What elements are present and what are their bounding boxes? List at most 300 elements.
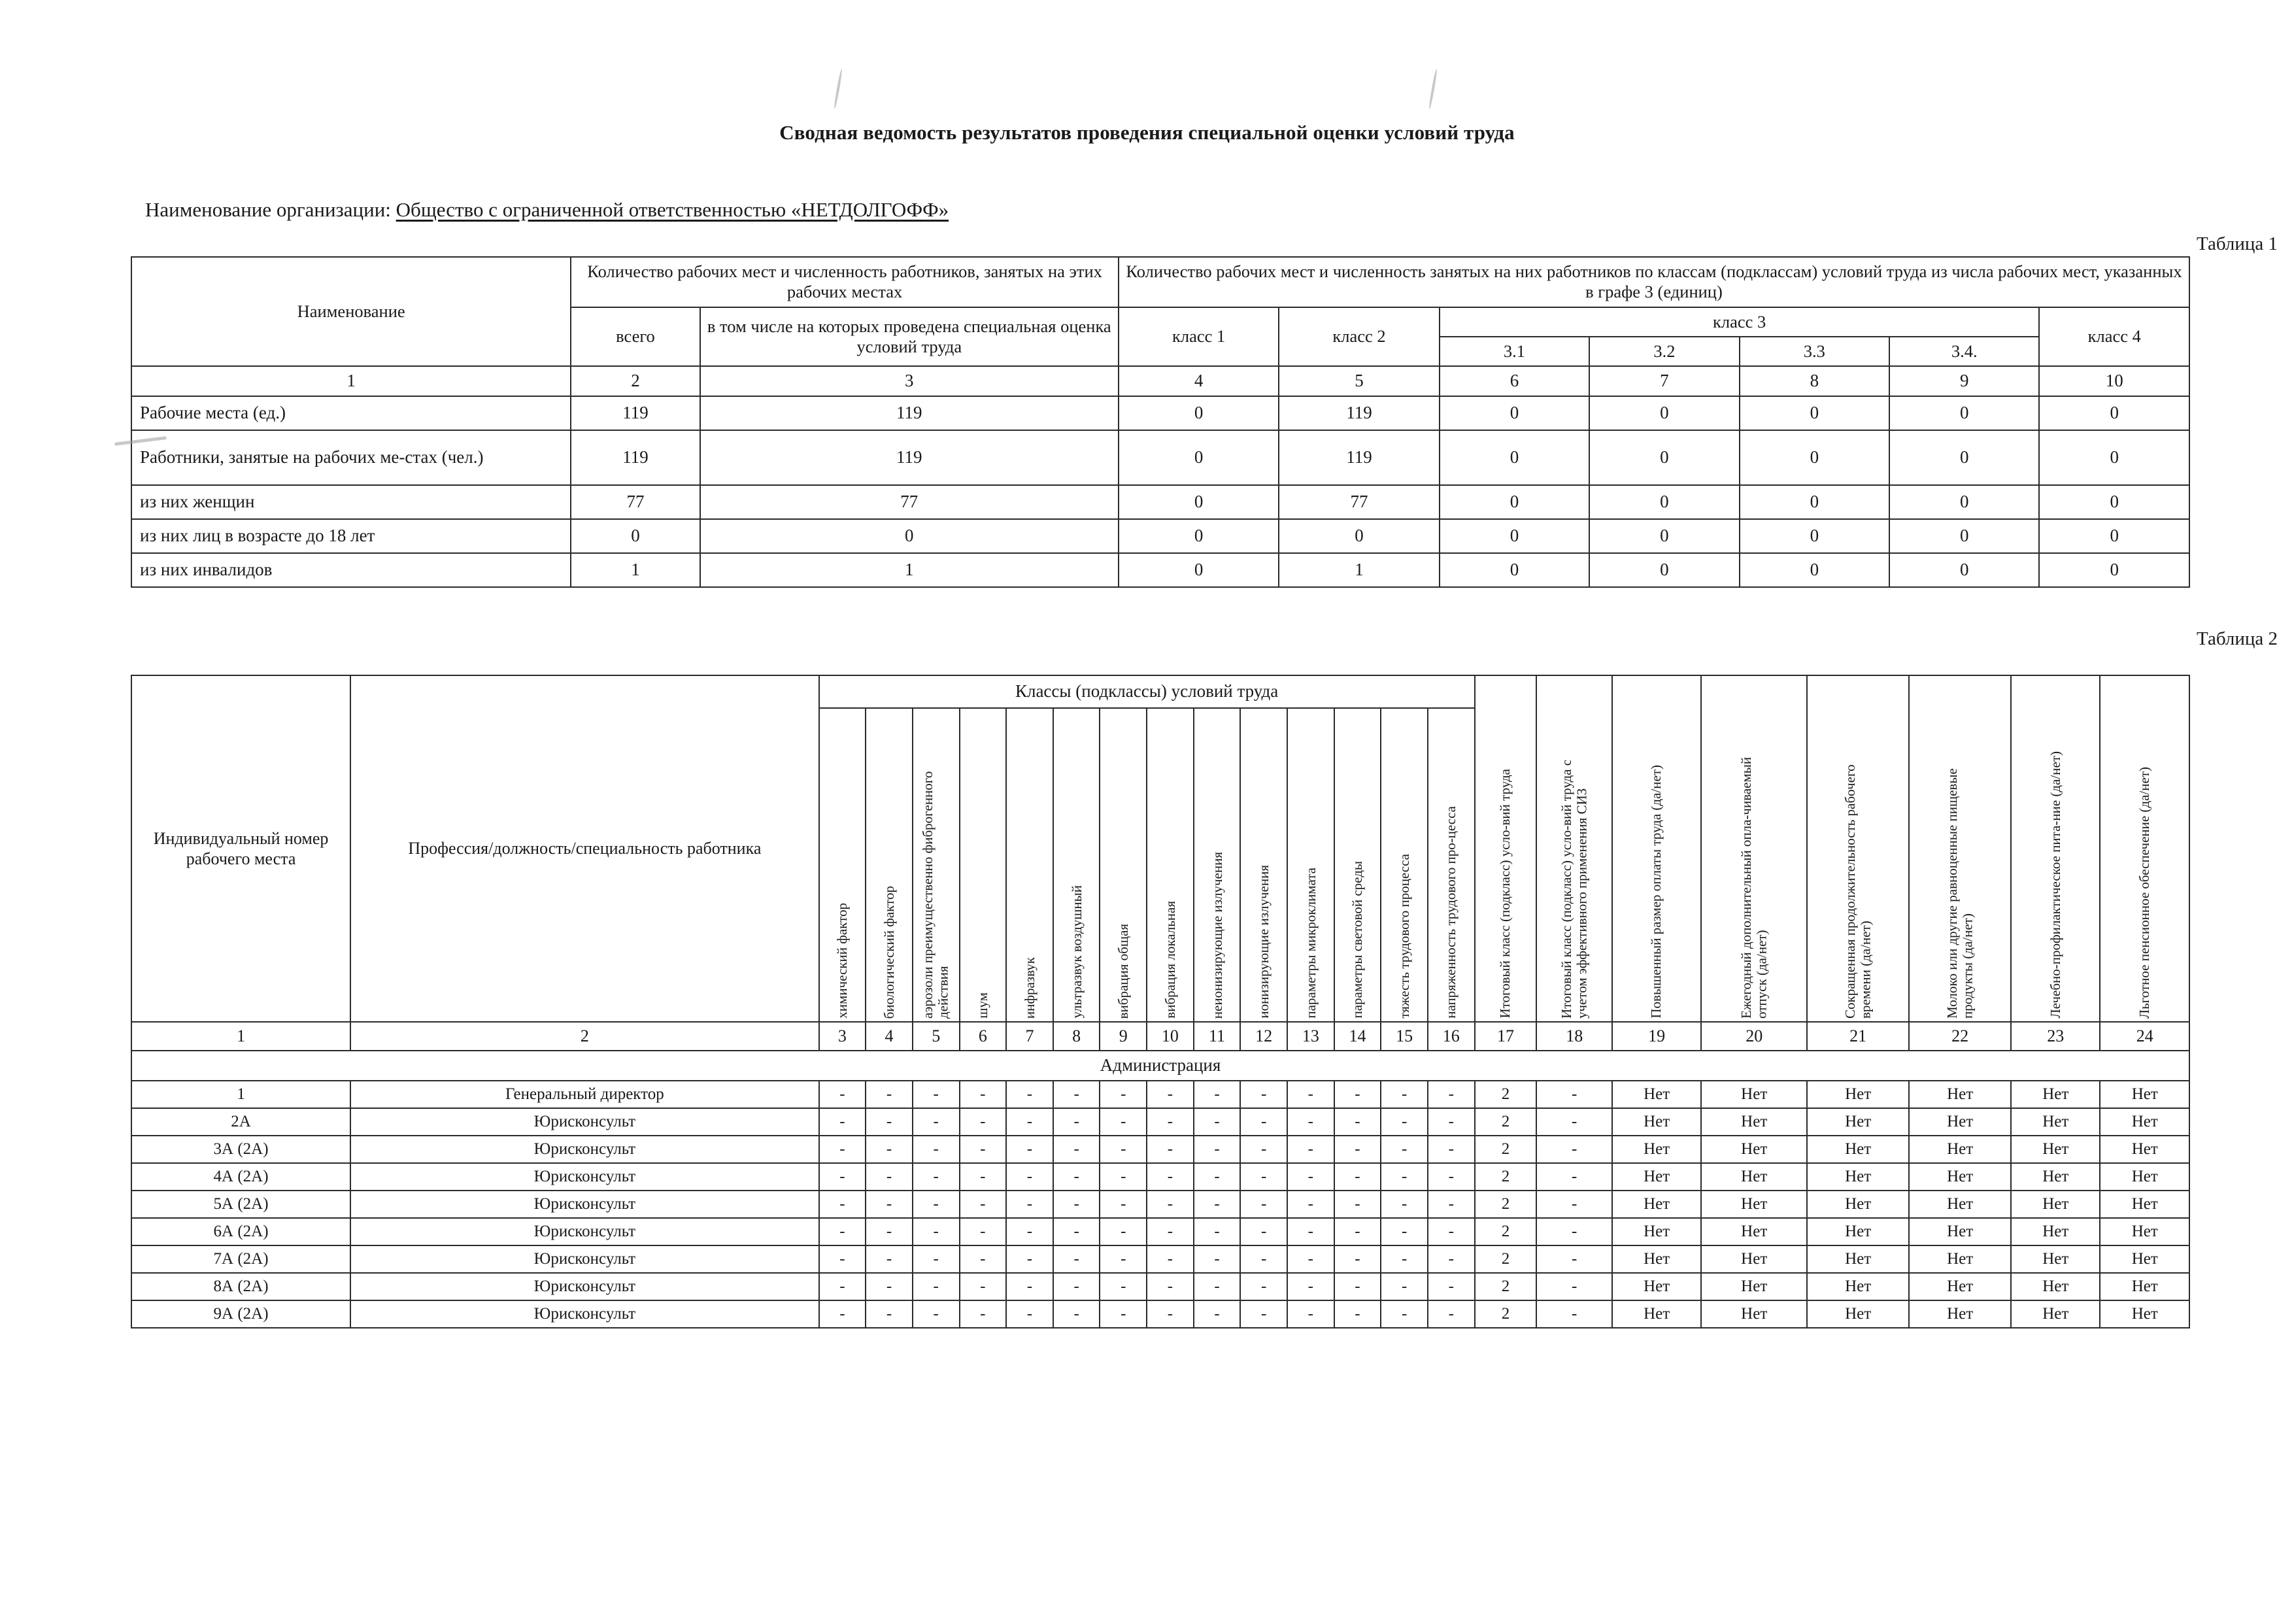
t2-factor-value: - [1240,1300,1287,1328]
t2-header-reduced-hours: Сокращенная продолжительность рабочего времени (да/нет) [1807,675,1909,1022]
t1-cell: 119 [1279,430,1439,485]
t2-guarantee: Нет [2100,1108,2189,1136]
t2-final-class-ppe: - [1536,1108,1612,1136]
t2-factor-value: - [866,1218,913,1245]
t2-factor-value: - [1147,1300,1194,1328]
t2-colnum: 19 [1612,1022,1701,1051]
t2-factor-value: - [866,1136,913,1163]
t2-header-factor-microclimate: параметры микроклимата [1287,708,1334,1022]
t2-factor-value: - [1194,1163,1241,1191]
t2-header-classes-group: Классы (подклассы) условий труда [819,675,1475,708]
t2-workplace-number: 1 [131,1081,350,1108]
t1-header-class31: 3.1 [1440,337,1589,366]
t2-guarantee: Нет [1807,1245,1909,1273]
t2-factor-value: - [1100,1300,1147,1328]
t2-guarantee: Нет [1612,1300,1701,1328]
t1-cell: 119 [571,396,700,430]
scan-artifact [834,69,843,109]
t2-colnum: 22 [1909,1022,2011,1051]
t2-final-class-ppe: - [1536,1136,1612,1163]
table-row [131,1163,2189,1191]
t2-factor-value: - [819,1136,866,1163]
t2-guarantee: Нет [1612,1081,1701,1108]
table-row [131,1191,2189,1218]
t2-factor-value: - [913,1245,960,1273]
t1-cell: 0 [1119,430,1279,485]
t2-factor-value: - [1053,1081,1100,1108]
table-row [131,1081,2189,1108]
t1-cell: 0 [1589,485,1739,519]
t2-guarantee: Нет [2011,1191,2100,1218]
t2-factor-value: - [960,1218,1007,1245]
t2-factor-value: - [1194,1218,1241,1245]
t2-final-class-ppe: - [1536,1245,1612,1273]
t2-final-class-ppe: - [1536,1163,1612,1191]
t2-factor-value: - [1381,1136,1428,1163]
t2-factor-value: - [1287,1108,1334,1136]
t2-factor-value: - [1381,1191,1428,1218]
t2-factor-value: - [960,1163,1007,1191]
t2-factor-value: - [1053,1163,1100,1191]
t2-final-class: 2 [1475,1163,1537,1191]
t1-cell: 0 [1889,553,2039,587]
t2-header-final-class-ppe: Итоговый класс (подкласс) усло-вий труда с учетом эффективного применения СИЗ [1536,675,1612,1022]
t2-factor-value: - [1147,1108,1194,1136]
t1-cell: 119 [700,430,1119,485]
scan-artifact [1428,69,1438,109]
t2-guarantee: Нет [2100,1081,2189,1108]
t1-cell: 0 [1279,519,1439,553]
t2-factor-value: - [1334,1218,1381,1245]
t2-factor-value: - [819,1245,866,1273]
t2-factor-value: - [1381,1163,1428,1191]
t2-header-factor-nonionizing: неионизирующие излучения [1194,708,1241,1022]
t2-guarantee: Нет [1807,1163,1909,1191]
t1-cell: 119 [1279,396,1439,430]
t2-factor-value: - [1194,1191,1241,1218]
t2-workplace-number: 5А (2А) [131,1191,350,1218]
t2-factor-value: - [1100,1245,1147,1273]
t1-cell: 0 [1740,485,1889,519]
t2-guarantee: Нет [1701,1081,1807,1108]
t1-header-name: Наименование [131,257,571,366]
t1-colnum: 10 [2039,366,2189,396]
t1-header-total: всего [571,307,700,367]
t2-factor-value: - [1147,1245,1194,1273]
t1-cell: 0 [2039,430,2189,485]
summary-table-1 [131,256,2190,588]
t2-factor-value: - [1100,1081,1147,1108]
t2-factor-value: - [1194,1300,1241,1328]
t2-guarantee: Нет [1612,1245,1701,1273]
t2-final-class: 2 [1475,1081,1537,1108]
t2-factor-value: - [1428,1218,1475,1245]
t1-cell: 119 [700,396,1119,430]
t2-final-class: 2 [1475,1245,1537,1273]
t2-factor-value: - [1287,1245,1334,1273]
t1-cell: 0 [2039,553,2189,587]
t1-row-label: из них инвалидов [131,553,571,587]
t2-factor-value: - [1053,1300,1100,1328]
t2-factor-value: - [1053,1218,1100,1245]
t2-guarantee: Нет [2011,1218,2100,1245]
t2-factor-value: - [1240,1273,1287,1300]
t2-final-class: 2 [1475,1218,1537,1245]
t2-colnum: 23 [2011,1022,2100,1051]
t2-profession: Юрисконсульт [350,1191,818,1218]
table2-caption: Таблица 2 [2196,628,2278,650]
t2-workplace-number: 8А (2А) [131,1273,350,1300]
t2-guarantee: Нет [1909,1108,2011,1136]
t1-cell: 0 [1589,519,1739,553]
t2-guarantee: Нет [1701,1191,1807,1218]
t2-factor-value: - [1100,1163,1147,1191]
t2-guarantee: Нет [2011,1081,2100,1108]
t2-header-factor-ultrasound: ультразвук воздушный [1053,708,1100,1022]
table-row [131,1136,2189,1163]
t2-workplace-number: 9А (2А) [131,1300,350,1328]
t1-cell: 0 [1889,430,2039,485]
t2-final-class-ppe: - [1536,1191,1612,1218]
t1-header-class3: класс 3 [1440,307,2040,337]
table1-container [131,256,2294,588]
t2-colnum: 18 [1536,1022,1612,1051]
t2-factor-value: - [1053,1191,1100,1218]
t2-factor-value: - [819,1081,866,1108]
t1-cell: 0 [1889,519,2039,553]
t1-cell: 0 [1740,430,1889,485]
t2-factor-value: - [819,1163,866,1191]
t2-profession: Юрисконсульт [350,1273,818,1300]
t2-factor-value: - [1100,1136,1147,1163]
t2-factor-value: - [1006,1136,1053,1163]
t2-header-factor-intensity: напряженность трудового про-цесса [1428,708,1475,1022]
t2-factor-value: - [1428,1273,1475,1300]
t2-profession: Юрисконсульт [350,1136,818,1163]
t1-row-label: Рабочие места (ед.) [131,396,571,430]
t2-guarantee: Нет [2011,1136,2100,1163]
t2-profession: Юрисконсульт [350,1245,818,1273]
t2-workplace-number: 4А (2А) [131,1163,350,1191]
t2-colnum: 4 [866,1022,913,1051]
t1-cell: 0 [1440,553,1589,587]
t2-guarantee: Нет [2011,1245,2100,1273]
t1-cell: 0 [1589,553,1739,587]
t1-header-class34: 3.4. [1889,337,2039,366]
t1-colnum: 7 [1589,366,1739,396]
t1-cell: 0 [1119,519,1279,553]
t2-guarantee: Нет [1909,1081,2011,1108]
t1-cell: 0 [1740,519,1889,553]
t2-factor-value: - [1381,1300,1428,1328]
t2-guarantee: Нет [1612,1136,1701,1163]
t2-final-class-ppe: - [1536,1218,1612,1245]
t1-column-numbers-row [131,366,2189,396]
t2-guarantee: Нет [2100,1245,2189,1273]
t2-guarantee: Нет [1909,1136,2011,1163]
t2-factor-value: - [1381,1081,1428,1108]
t1-cell: 77 [571,485,700,519]
t2-workplace-number: 3А (2А) [131,1136,350,1163]
table2-container [131,675,2294,1328]
t2-header-factor-infrasound: инфразвук [1006,708,1053,1022]
t2-guarantee: Нет [1701,1108,1807,1136]
t2-factor-value: - [1428,1245,1475,1273]
t2-factor-value: - [1240,1081,1287,1108]
t2-factor-value: - [960,1273,1007,1300]
t2-guarantee: Нет [1909,1245,2011,1273]
t2-factor-value: - [1240,1163,1287,1191]
t2-factor-value: - [1147,1163,1194,1191]
t2-factor-value: - [1334,1300,1381,1328]
t2-colnum: 11 [1194,1022,1241,1051]
t2-colnum: 17 [1475,1022,1537,1051]
t2-factor-value: - [1100,1273,1147,1300]
t2-factor-value: - [960,1136,1007,1163]
t2-factor-value: - [1194,1273,1241,1300]
t2-header-factor-vibration-local: вибрация локальная [1147,708,1194,1022]
t2-final-class: 2 [1475,1136,1537,1163]
t1-cell: 0 [1589,396,1739,430]
t2-guarantee: Нет [1701,1163,1807,1191]
t1-cell: 1 [571,553,700,587]
t2-guarantee: Нет [2100,1163,2189,1191]
t2-header-factor-chemical: химический фактор [819,708,866,1022]
t2-colnum: 21 [1807,1022,1909,1051]
t2-header-factor-noise: шум [960,708,1007,1022]
t2-factor-value: - [1006,1108,1053,1136]
t1-colnum: 2 [571,366,700,396]
t2-profession: Юрисконсульт [350,1300,818,1328]
t1-row-label: из них женщин [131,485,571,519]
t2-factor-value: - [1381,1245,1428,1273]
t2-header-workplace-number: Индивидуальный номер рабочего места [131,675,350,1022]
t2-factor-value: - [913,1108,960,1136]
t2-guarantee: Нет [2100,1191,2189,1218]
t2-header-factor-ionizing: ионизирующие излучения [1240,708,1287,1022]
t1-header-count-group: Количество рабочих мест и численность работников, занятых на этих рабочих местах [571,257,1119,307]
t1-header-class2: класс 2 [1279,307,1439,367]
t2-factor-value: - [1287,1136,1334,1163]
t2-header-additional-leave: Ежегодный дополнительный опла-чиваемый отпуск (да/нет) [1701,675,1807,1022]
t2-colnum: 3 [819,1022,866,1051]
t2-factor-value: - [1194,1081,1241,1108]
t2-factor-value: - [1194,1136,1241,1163]
t2-guarantee: Нет [1701,1218,1807,1245]
t2-factor-value: - [1100,1108,1147,1136]
t2-factor-value: - [913,1163,960,1191]
t2-guarantee: Нет [1807,1136,1909,1163]
t2-workplace-number: 2А [131,1108,350,1136]
t2-header-pension: Льготное пенсионное обеспечение (да/нет) [2100,675,2189,1022]
t2-guarantee: Нет [1807,1273,1909,1300]
t1-colnum: 3 [700,366,1119,396]
t2-guarantee: Нет [1612,1163,1701,1191]
t2-final-class-ppe: - [1536,1273,1612,1300]
t2-colnum: 15 [1381,1022,1428,1051]
t2-factor-value: - [960,1108,1007,1136]
t2-guarantee: Нет [1612,1191,1701,1218]
table-row [131,430,2189,485]
t2-header-factor-light: параметры световой среды [1334,708,1381,1022]
t2-header-final-class: Итоговый класс (подкласс) усло-вий труда [1475,675,1537,1022]
t2-profession: Юрисконсульт [350,1163,818,1191]
t2-colnum: 13 [1287,1022,1334,1051]
table-row [131,1273,2189,1300]
t2-guarantee: Нет [2100,1300,2189,1328]
t1-row-label: Работники, занятые на рабочих ме-стах (чел.) [131,430,571,485]
t2-colnum: 20 [1701,1022,1807,1051]
t1-cell: 77 [700,485,1119,519]
t2-guarantee: Нет [1612,1218,1701,1245]
t2-factor-value: - [866,1081,913,1108]
t2-header-milk: Молоко или другие равноценные пищевые продукты (да/нет) [1909,675,2011,1022]
t2-factor-value: - [1334,1191,1381,1218]
t2-factor-value: - [819,1218,866,1245]
t2-factor-value: - [1194,1108,1241,1136]
t2-colnum: 5 [913,1022,960,1051]
t2-guarantee: Нет [1909,1163,2011,1191]
t2-guarantee: Нет [1909,1191,2011,1218]
t2-colnum: 6 [960,1022,1007,1051]
t2-factor-value: - [1334,1245,1381,1273]
t2-final-class: 2 [1475,1300,1537,1328]
t2-guarantee: Нет [1807,1300,1909,1328]
t2-factor-value: - [1053,1108,1100,1136]
t2-factor-value: - [1428,1108,1475,1136]
t2-factor-value: - [1381,1273,1428,1300]
t2-guarantee: Нет [1909,1218,2011,1245]
t1-cell: 119 [571,430,700,485]
t1-colnum: 5 [1279,366,1439,396]
t2-section-header-row [131,1051,2189,1081]
t2-colnum: 14 [1334,1022,1381,1051]
t2-factor-value: - [1287,1191,1334,1218]
table-row [131,1108,2189,1136]
t2-factor-value: - [866,1191,913,1218]
t1-cell: 0 [571,519,700,553]
t1-cell: 0 [1440,396,1589,430]
t2-guarantee: Нет [2011,1273,2100,1300]
t2-guarantee: Нет [1807,1191,1909,1218]
t2-guarantee: Нет [2011,1108,2100,1136]
t2-factor-value: - [1428,1191,1475,1218]
t2-guarantee: Нет [2011,1300,2100,1328]
t2-factor-value: - [1381,1218,1428,1245]
t2-profession: Юрисконсульт [350,1108,818,1136]
t1-header-classes-group: Количество рабочих мест и численность занятых на них работников по классам (подклассам) условий труда из числа рабочих мест, указанных в графе 3 (единиц) [1119,257,2189,307]
t2-factor-value: - [1100,1218,1147,1245]
t2-factor-value: - [1287,1273,1334,1300]
t1-header-class33: 3.3 [1740,337,1889,366]
t2-factor-value: - [819,1108,866,1136]
t2-factor-value: - [1147,1218,1194,1245]
t2-factor-value: - [1240,1136,1287,1163]
t2-colnum: 24 [2100,1022,2189,1051]
t2-factor-value: - [866,1163,913,1191]
t2-final-class: 2 [1475,1273,1537,1300]
t1-cell: 0 [1740,553,1889,587]
t2-header-increased-pay: Повышенный размер оплаты труда (да/нет) [1612,675,1701,1022]
organization-label: Наименование организации: [145,198,391,221]
t2-factor-value: - [1240,1218,1287,1245]
t2-colnum: 1 [131,1022,350,1051]
t2-factor-value: - [960,1191,1007,1218]
t2-factor-value: - [913,1081,960,1108]
t2-final-class-ppe: - [1536,1300,1612,1328]
table-row [131,485,2189,519]
t2-factor-value: - [960,1300,1007,1328]
t2-colnum: 2 [350,1022,818,1051]
t1-cell: 1 [1279,553,1439,587]
t2-factor-value: - [1428,1136,1475,1163]
t2-factor-value: - [866,1108,913,1136]
table-row [131,1300,2189,1328]
t2-factor-value: - [1194,1245,1241,1273]
t1-colnum: 4 [1119,366,1279,396]
t2-factor-value: - [1240,1245,1287,1273]
t2-factor-value: - [913,1136,960,1163]
t2-factor-value: - [1428,1300,1475,1328]
t1-cell: 0 [1119,396,1279,430]
t2-factor-value: - [1287,1163,1334,1191]
t1-cell: 0 [1119,553,1279,587]
t2-factor-value: - [866,1245,913,1273]
t1-header-including: в том числе на которых проведена специальная оценка условий труда [700,307,1119,367]
workplace-table-2 [131,675,2190,1328]
t1-cell: 0 [1440,430,1589,485]
t2-header-therapeutic-nutrition: Лечебно-профилактическое пита-ние (да/нет) [2011,675,2100,1022]
t2-guarantee: Нет [1701,1273,1807,1300]
t2-guarantee: Нет [2100,1136,2189,1163]
t2-final-class: 2 [1475,1191,1537,1218]
t2-factor-value: - [1334,1108,1381,1136]
t2-factor-value: - [819,1300,866,1328]
t2-guarantee: Нет [1701,1300,1807,1328]
t2-colnum: 10 [1147,1022,1194,1051]
t2-factor-value: - [1053,1136,1100,1163]
t1-cell: 0 [1440,519,1589,553]
t1-row-label: из них лиц в возрасте до 18 лет [131,519,571,553]
t2-factor-value: - [1100,1191,1147,1218]
t2-profession: Генеральный директор [350,1081,818,1108]
t2-factor-value: - [960,1081,1007,1108]
t2-factor-value: - [1147,1081,1194,1108]
t1-cell: 0 [1119,485,1279,519]
t2-colnum: 16 [1428,1022,1475,1051]
t1-cell: 0 [2039,485,2189,519]
t2-workplace-number: 7А (2А) [131,1245,350,1273]
t2-factor-value: - [1006,1245,1053,1273]
t2-factor-value: - [1147,1136,1194,1163]
t2-factor-value: - [1006,1273,1053,1300]
t1-cell: 0 [700,519,1119,553]
t1-cell: 0 [2039,519,2189,553]
t2-factor-value: - [1334,1081,1381,1108]
t2-factor-value: - [1334,1163,1381,1191]
t2-factor-value: - [1287,1081,1334,1108]
t1-cell: 1 [700,553,1119,587]
t2-factor-value: - [1334,1273,1381,1300]
t2-factor-value: - [913,1218,960,1245]
t1-header-class4: класс 4 [2039,307,2189,367]
organization-name: Общество с ограниченной ответственностью «НЕТДОЛГОФФ» [396,198,949,221]
table-row [131,553,2189,587]
t1-colnum: 9 [1889,366,2039,396]
t1-header-class1: класс 1 [1119,307,1279,367]
t2-guarantee: Нет [1807,1081,1909,1108]
t2-factor-value: - [866,1273,913,1300]
